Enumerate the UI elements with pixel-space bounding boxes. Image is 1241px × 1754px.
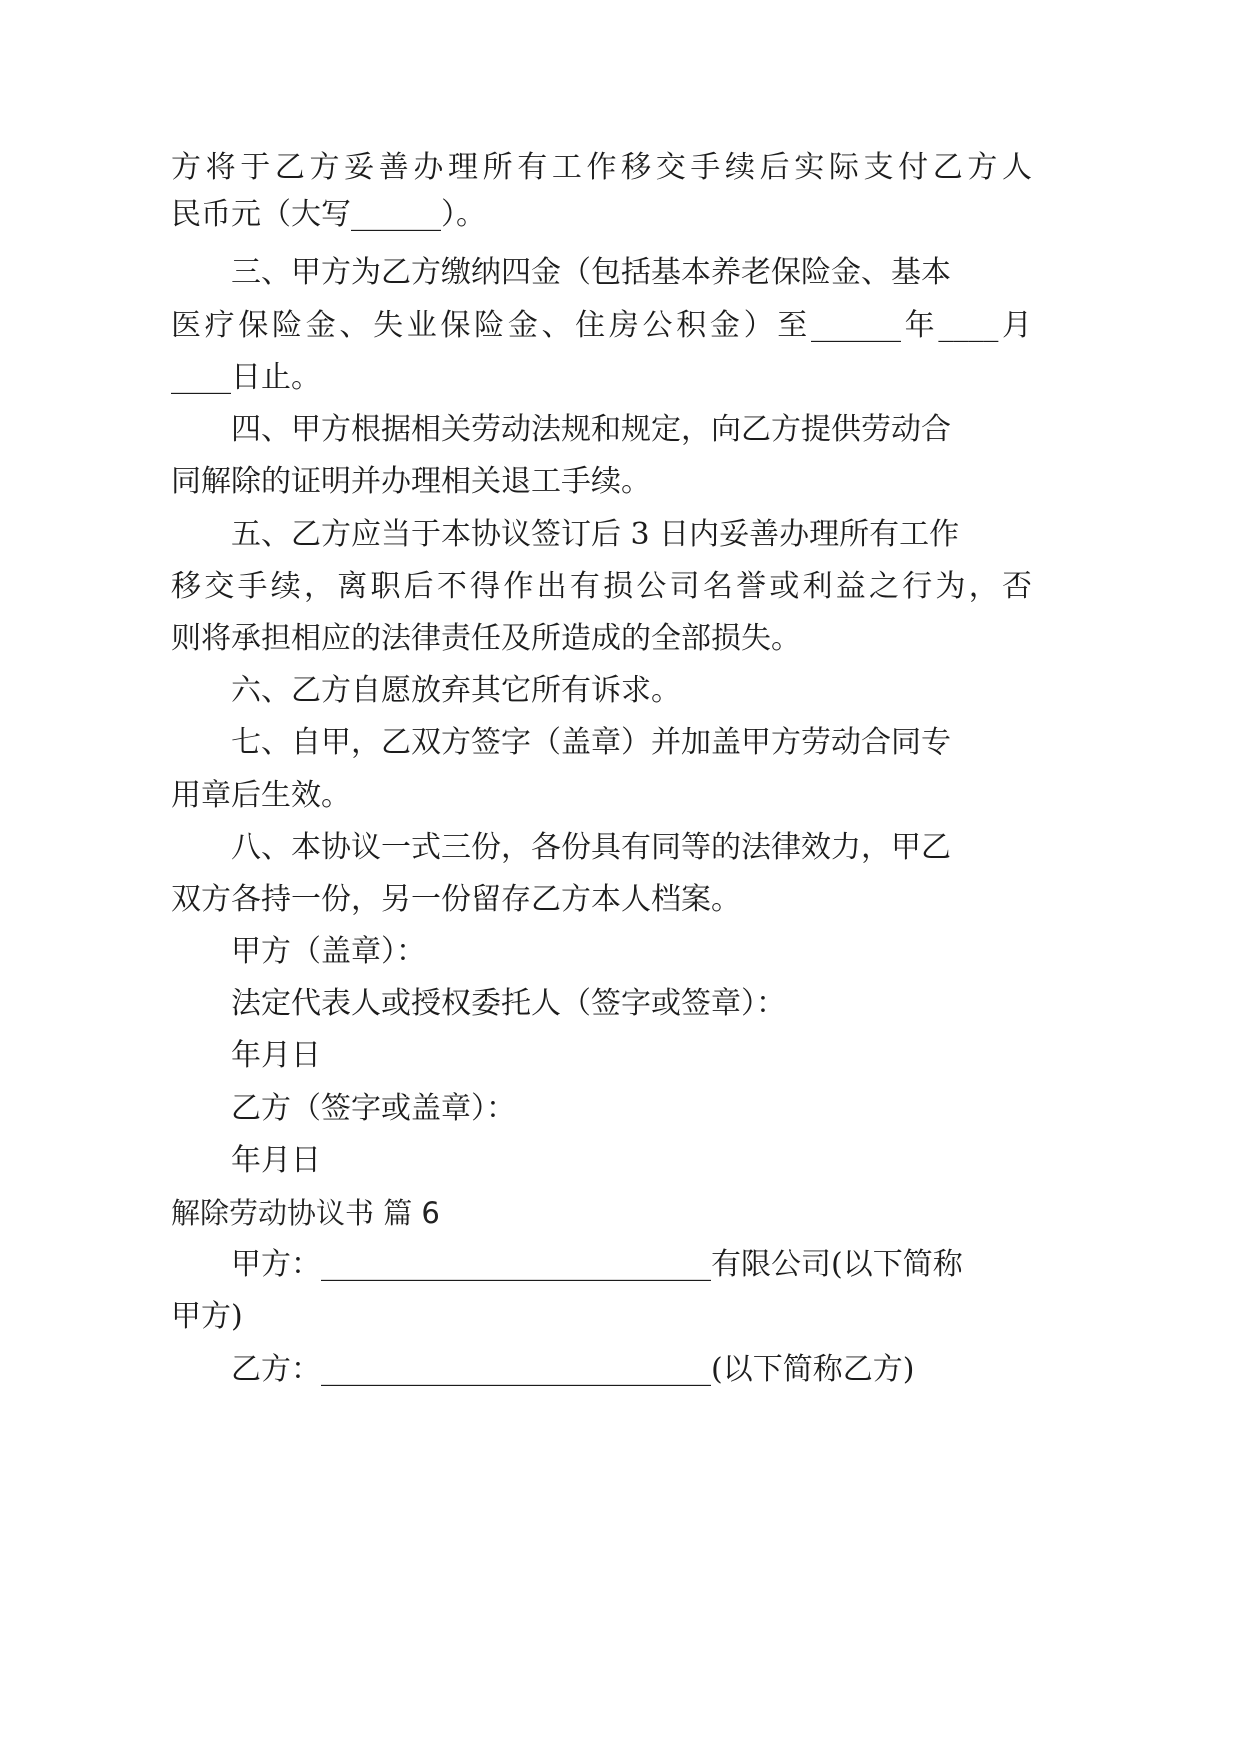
paragraph-line: 八、本协议一式三份，各份具有同等的法律效力，甲乙 — [231, 830, 951, 865]
paragraph-line: 六、乙方自愿放弃其它所有诉求。 — [231, 673, 681, 708]
paragraph-line: 则将承担相应的法律责任及所造成的全部损失。 — [171, 621, 801, 656]
party-a-line-cont: 甲方) — [171, 1299, 243, 1334]
paragraph-line: 方将于乙方妥善办理所有工作移交手续后实际支付乙方人 — [171, 150, 1032, 185]
party-b-line: 乙方：__________________________(以下简称乙方) — [231, 1352, 915, 1387]
signature-date-b: 年月日 — [231, 1143, 321, 1178]
signature-line-party-a: 甲方（盖章）： — [231, 934, 426, 969]
signature-line-representative: 法定代表人或授权委托人（签字或签章）： — [231, 986, 786, 1021]
paragraph-line: 四、甲方根据相关劳动法规和规定，向乙方提供劳动合 — [231, 412, 951, 447]
paragraph-line: 民币元（大写______）。 — [171, 197, 486, 232]
signature-line-party-b: 乙方（签字或盖章）： — [231, 1091, 516, 1126]
paragraph-line: ____日止。 — [171, 360, 321, 395]
party-a-line: 甲方：__________________________有限公司(以下简称 — [231, 1247, 963, 1282]
section-heading: 解除劳动协议书 篇 6 — [171, 1196, 440, 1230]
paragraph-line: 七、自甲，乙双方签字（盖章）并加盖甲方劳动合同专 — [231, 725, 951, 760]
signature-date-a: 年月日 — [231, 1038, 321, 1073]
paragraph-line: 同解除的证明并办理相关退工手续。 — [171, 464, 651, 499]
paragraph-line: 移交手续，离职后不得作出有损公司名誉或利益之行为，否 — [171, 569, 1032, 604]
paragraph-line: 医疗保险金、失业保险金、住房公积金）至______年____月 — [171, 308, 1032, 343]
paragraph-line: 三、甲方为乙方缴纳四金（包括基本养老保险金、基本 — [231, 255, 951, 290]
paragraph-line: 双方各持一份，另一份留存乙方本人档案。 — [171, 882, 741, 917]
paragraph-line: 用章后生效。 — [171, 778, 351, 813]
paragraph-line: 五、乙方应当于本协议签订后 3 日内妥善办理所有工作 — [231, 517, 960, 552]
